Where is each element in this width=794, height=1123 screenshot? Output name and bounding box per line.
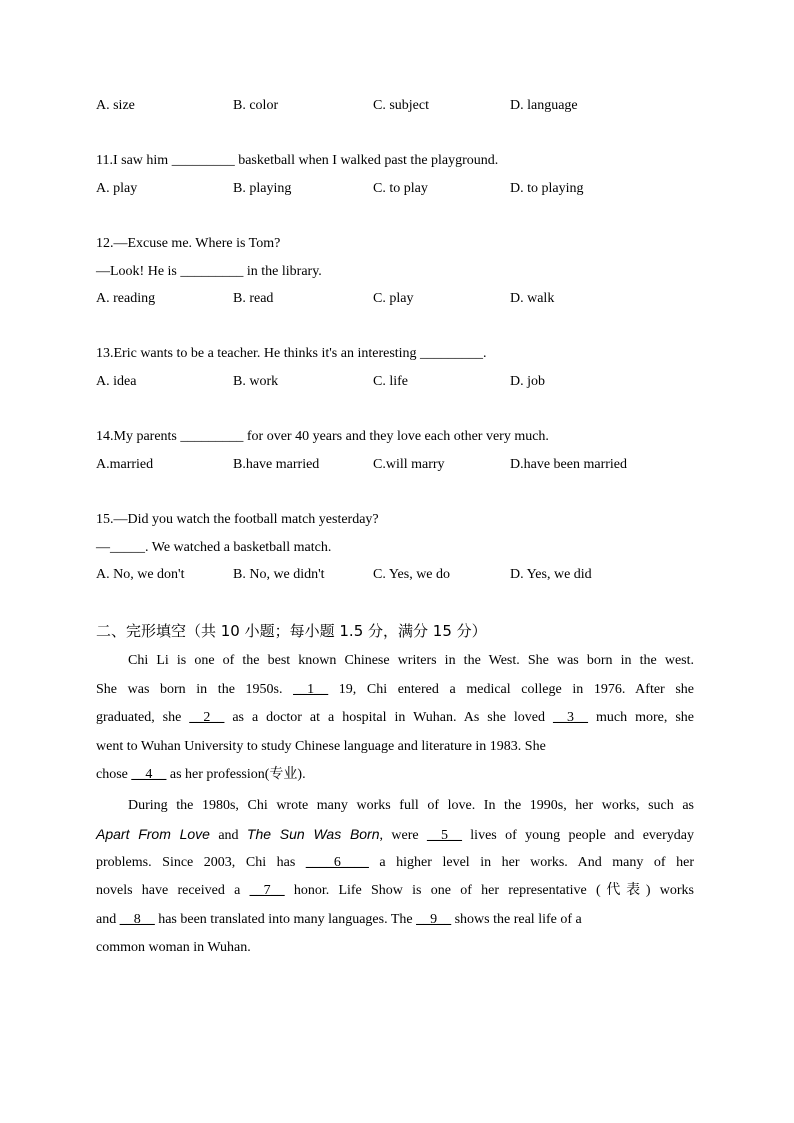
q10-option-d: D. language: [510, 98, 578, 113]
cloze-blank-8: __8__: [119, 911, 155, 927]
cloze-blank-7: __7__: [249, 883, 285, 898]
q11-option-a: A. play: [96, 181, 138, 196]
q12-option-b: B. read: [233, 291, 274, 306]
q11-stem: [96, 152, 498, 170]
q14-blank: _________: [180, 429, 244, 444]
passage-text: She was born in the 1950s.: [96, 681, 294, 697]
passage-text: , were: [379, 828, 427, 843]
q13-option-c: C. life: [373, 374, 408, 389]
q12-option-d: D. walk: [510, 291, 555, 306]
q11-stem-text: 11.I saw him: [96, 153, 172, 168]
q13-blank: _________: [420, 346, 484, 361]
passage-line: During the 1980s, Chi wrote many works full of love. In the 1990s, her works, such as: [128, 797, 694, 813]
q15-stem-line1: 15.—Did you watch the football match yesterday?: [96, 512, 379, 527]
cloze-blank-9: __9__: [416, 911, 452, 927]
passage-line: [96, 908, 694, 937]
q12-blank: _________: [180, 264, 244, 279]
passage-line: [96, 822, 694, 851]
q12-line2-text-end: in the library.: [243, 264, 322, 279]
q14-option-b: B.have married: [233, 457, 320, 472]
q15-option-c: C. Yes, we do: [373, 567, 451, 582]
q11-stem-text-end: basketball when I walked past the playground.: [234, 153, 499, 168]
passage-line: [96, 706, 694, 735]
section-heading: 二、完形填空（共 10 小题；每小题 1.5 分，满分 15 分）: [96, 622, 487, 640]
passage-text: as a doctor at a hospital in Wuhan. As she loved: [224, 710, 553, 725]
passage-line: [96, 851, 694, 880]
q14-stem: [96, 428, 549, 446]
q13-option-d: D. job: [510, 374, 545, 389]
cloze-blank-3: __3__: [553, 710, 588, 725]
passage-text: shows the real life of a: [451, 911, 582, 927]
cloze-blank-5: __5__: [426, 828, 462, 843]
cloze-blank-2: __2__: [189, 710, 225, 725]
q12-option-a: A. reading: [96, 291, 156, 306]
q15-line2-text: —: [96, 540, 110, 555]
q13-options: [96, 373, 736, 391]
q14-option-a: A.married: [96, 457, 154, 472]
q11-blank: _________: [171, 153, 235, 168]
q15-option-b: B. No, we didn't: [233, 567, 325, 582]
passage-line: went to Wuhan University to study Chinese language and literature in 1983. She: [96, 738, 546, 754]
passage-text: and: [96, 911, 120, 927]
q12-stem-line1: 12.—Excuse me. Where is Tom?: [96, 236, 281, 251]
passage-text: novels have received a: [96, 883, 250, 898]
q14-options: [96, 456, 736, 474]
q13-stem-text-end: .: [483, 346, 487, 361]
passage-text: 19, Chi entered a medical college in 1976. After she: [328, 681, 694, 697]
q12-line2-text: —Look! He is: [96, 264, 181, 279]
q14-stem-text: 14.My parents: [96, 429, 181, 444]
passage-text: and: [209, 828, 247, 843]
q10-option-c: C. subject: [373, 98, 429, 113]
passage-line: common woman in Wuhan.: [96, 940, 251, 955]
cloze-blank-4: __4__: [131, 767, 167, 782]
q15-options: [96, 566, 736, 584]
q13-option-b: B. work: [233, 374, 279, 389]
passage-line: Chi Li is one of the best known Chinese writers in the West. She was born in the west.: [128, 653, 694, 668]
passage-text: lives of young people and everyday: [461, 828, 695, 843]
q15-option-d: D. Yes, we did: [510, 567, 592, 582]
q11-option-c: C. to play: [373, 181, 428, 196]
q14-option-c: C.will marry: [373, 457, 445, 472]
q10-options: [96, 97, 736, 115]
q13-stem: [96, 345, 487, 363]
passage-line: [96, 678, 694, 707]
book-title: Apart From Love: [96, 826, 210, 842]
q13-stem-text: 13.Eric wants to be a teacher. He thinks it's an interesting: [96, 346, 421, 361]
q12-option-c: C. play: [373, 291, 414, 306]
passage-text: has been translated into many languages. The: [154, 911, 417, 927]
passage-text: much more, she: [588, 710, 694, 725]
cloze-passage: [96, 649, 694, 965]
q10-option-b: B. color: [233, 98, 279, 113]
passage-line: [96, 879, 694, 908]
q15-line2-text-end: . We watched a basketball match.: [145, 540, 332, 555]
q12-stem-line2: [96, 263, 322, 281]
passage-line: [96, 763, 694, 792]
q10-option-a: A. size: [96, 98, 135, 113]
q14-option-d: D.have been married: [510, 457, 627, 472]
book-title: The Sun Was Born: [246, 826, 380, 842]
passage-text: honor. Life Show is one of her representative (代表) works: [284, 883, 694, 898]
q15-option-a: A. No, we don't: [96, 567, 185, 582]
q14-stem-text-end: for over 40 years and they love each other very much.: [243, 429, 549, 444]
cloze-blank-6: ____6____: [305, 854, 369, 870]
q11-option-d: D. to playing: [510, 181, 584, 196]
cloze-blank-1: __1__: [293, 681, 329, 697]
passage-text: chose: [96, 767, 132, 782]
q15-stem-line2: [96, 539, 331, 557]
q12-options: [96, 290, 736, 308]
passage-text: a higher level in her works. And many of her: [368, 854, 694, 870]
passage-text: problems. Since 2003, Chi has: [96, 854, 306, 870]
passage-text: as her profession(专业).: [166, 767, 306, 782]
q15-blank: _____: [110, 540, 145, 555]
q11-option-b: B. playing: [233, 181, 292, 196]
q13-option-a: A. idea: [96, 374, 137, 389]
q11-options: [96, 180, 736, 198]
passage-text: graduated, she: [96, 710, 190, 725]
